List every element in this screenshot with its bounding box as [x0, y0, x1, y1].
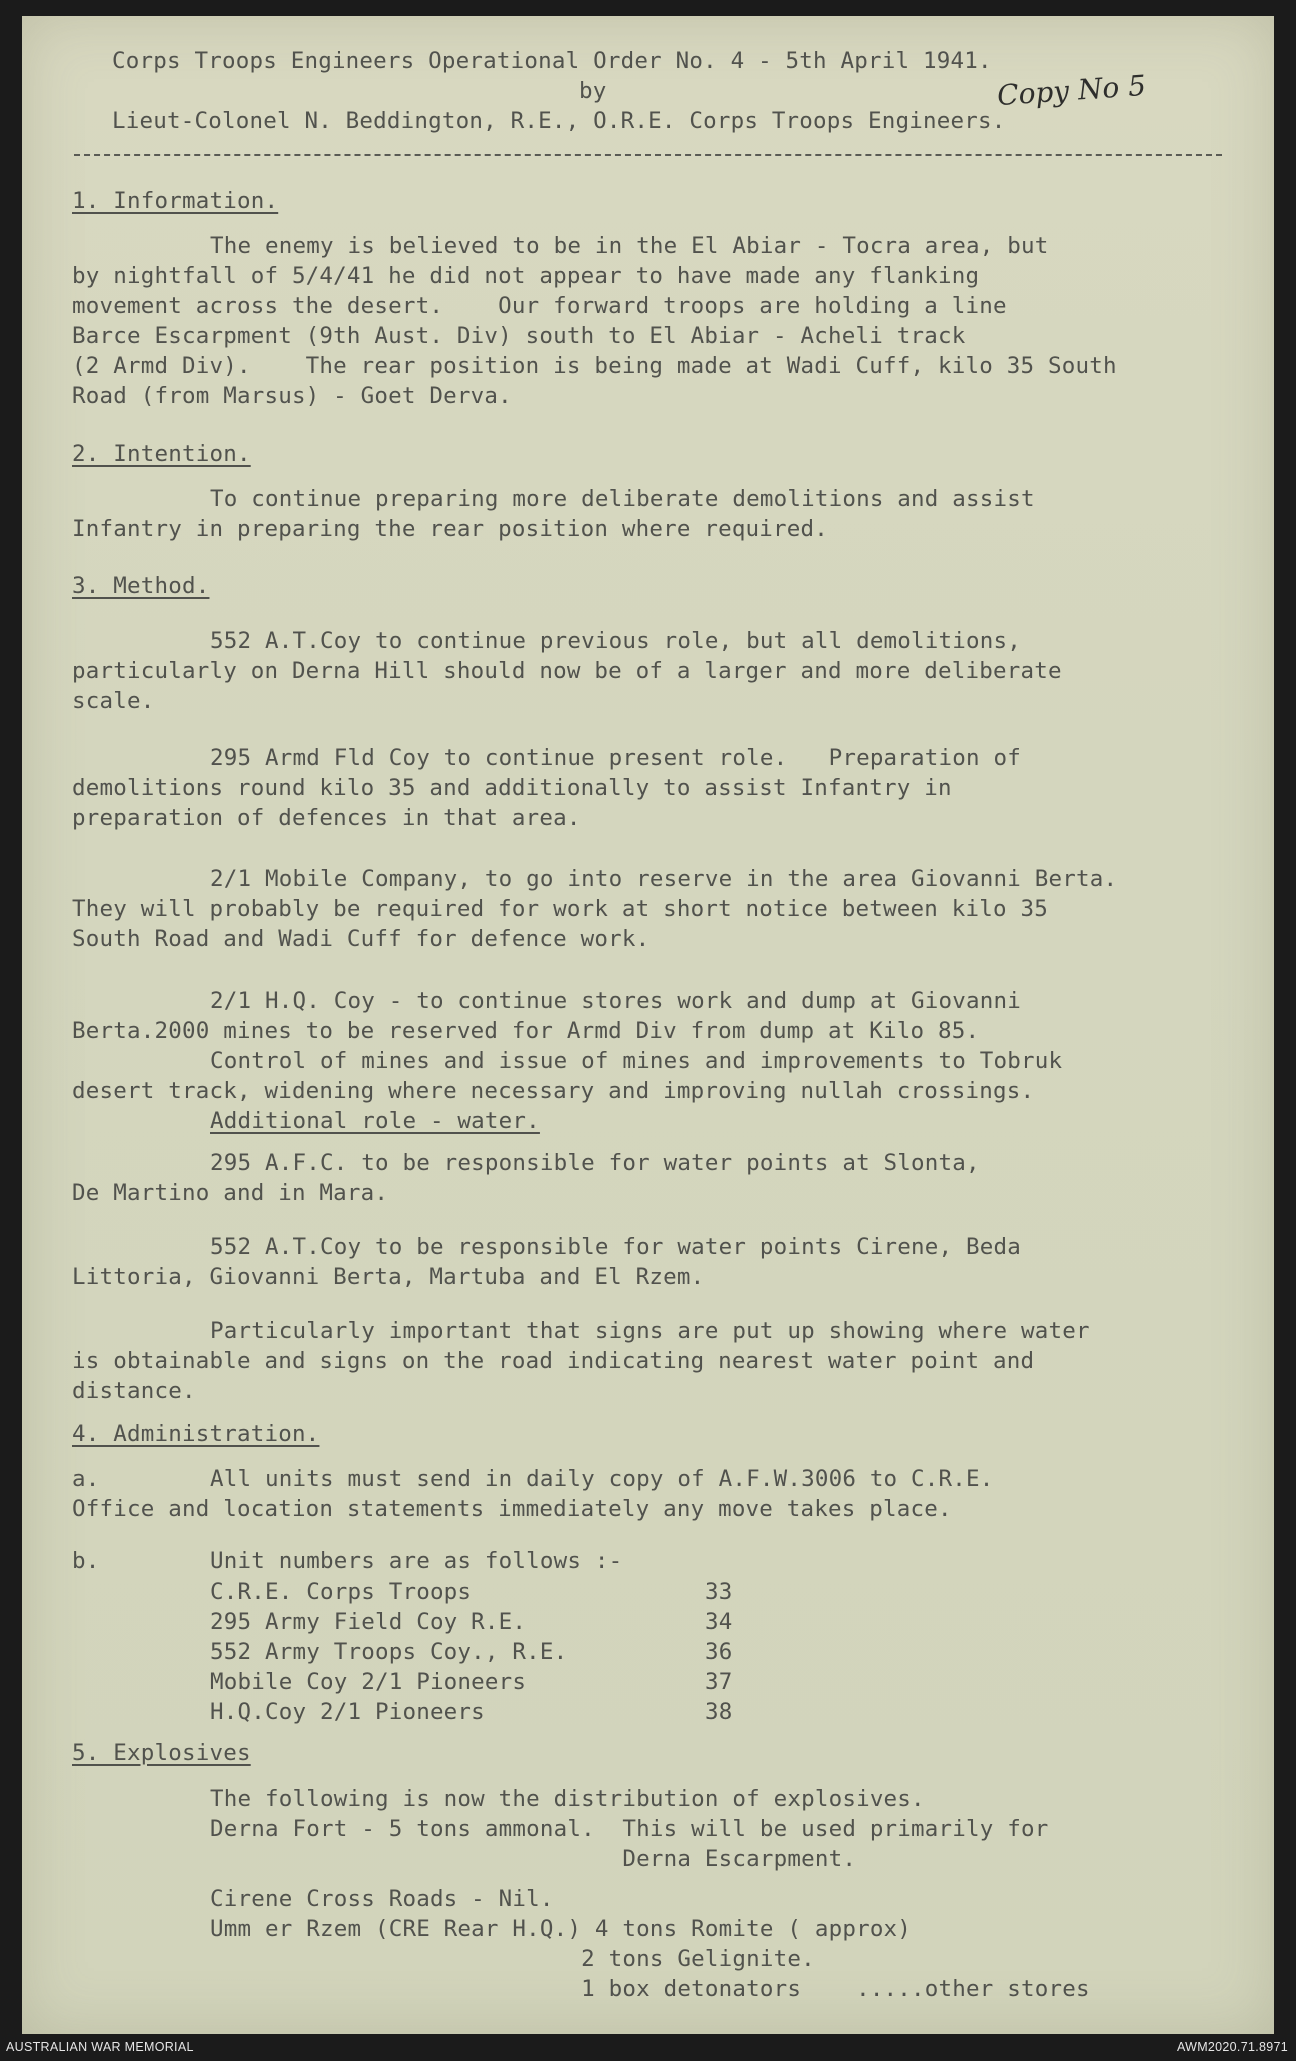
body-line: 2/1 H.Q. Coy - to continue stores work and dump at Giovanni	[210, 988, 1022, 1014]
unit-name: C.R.E. Corps Troops	[210, 1579, 472, 1605]
body-line: Littoria, Giovanni Berta, Martuba and El Rzem.	[72, 1264, 705, 1290]
body-line: 295 Armd Fld Coy to continue present role. Preparation of	[210, 745, 1022, 771]
body-line: particularly on Derna Hill should now be of a larger and more deliberate	[72, 658, 1062, 684]
section-1-heading: 1. Information.	[72, 188, 279, 214]
body-line: They will probably be required for work at short notice between kilo 35	[72, 896, 1048, 922]
body-line: The enemy is believed to be in the El Abiar - Tocra area, but	[210, 233, 1049, 259]
section-2-heading: 2. Intention.	[72, 441, 251, 467]
body-line: 1 box detonators .....other stores	[210, 1976, 1090, 2002]
body-line: movement across the desert. Our forward troops are holding a line	[72, 293, 1007, 319]
body-line: 2/1 Mobile Company, to go into reserve in the area Giovanni Berta.	[210, 866, 1118, 892]
body-line: Derna Escarpment.	[210, 1846, 857, 1872]
unit-name: H.Q.Coy 2/1 Pioneers	[210, 1699, 485, 1725]
body-line: 295 A.F.C. to be responsible for water points at Slonta,	[210, 1150, 980, 1176]
body-line: Umm er Rzem (CRE Rear H.Q.) 4 tons Romite ( approx)	[210, 1916, 912, 1942]
body-line: distance.	[72, 1378, 196, 1404]
body-line: demolitions round kilo 35 and additionally to assist Infantry in	[72, 775, 952, 801]
unit-name: Mobile Coy 2/1 Pioneers	[210, 1669, 527, 1695]
unit-name: 552 Army Troops Coy., R.E.	[210, 1639, 568, 1665]
body-line: Office and location statements immediately any move takes place.	[72, 1496, 952, 1522]
body-line: Derna Fort - 5 tons ammonal. This will be used primarily for	[210, 1816, 1049, 1842]
order-author: Lieut-Colonel N. Beddington, R.E., O.R.E. Corps Troops Engineers.	[112, 108, 1006, 134]
body-line: To continue preparing more deliberate demolitions and assist	[210, 486, 1035, 512]
footer-reference: AWM2020.71.8971	[1176, 2040, 1288, 2054]
header-rule	[74, 154, 1222, 156]
section-4-heading: 4. Administration.	[72, 1421, 320, 1447]
unit-name: 295 Army Field Coy R.E.	[210, 1609, 527, 1635]
body-line: Infantry in preparing the rear position where required.	[72, 516, 829, 542]
section-3-heading: 3. Method.	[72, 573, 210, 599]
body-line: Barce Escarpment (9th Aust. Div) south to El Abiar - Acheli track	[72, 323, 966, 349]
unit-number: 33	[705, 1579, 733, 1605]
unit-number: 34	[705, 1609, 733, 1635]
handwritten-copy-number: Copy No 5	[996, 68, 1147, 113]
body-line: Control of mines and issue of mines and improvements to Tobruk	[210, 1048, 1063, 1074]
body-line: desert track, widening where necessary and improving nullah crossings.	[72, 1078, 1035, 1104]
section-5-heading: 5. Explosives	[72, 1740, 251, 1766]
item-label: b.	[72, 1548, 100, 1574]
body-line: 2 tons Gelignite.	[210, 1946, 815, 1972]
footer-institution: AUSTRALIAN WAR MEMORIAL	[6, 2040, 194, 2054]
body-line: is obtainable and signs on the road indicating nearest water point and	[72, 1348, 1035, 1374]
item-label: a.	[72, 1466, 100, 1492]
body-line: (2 Armd Div). The rear position is being made at Wadi Cuff, kilo 35 South	[72, 353, 1117, 379]
body-line: Particularly important that signs are put up showing where water	[210, 1318, 1090, 1344]
unit-number: 38	[705, 1699, 733, 1725]
body-line: Cirene Cross Roads - Nil.	[210, 1886, 554, 1912]
order-by: by	[579, 78, 607, 104]
order-title: Corps Troops Engineers Operational Order No. 4 - 5th April 1941.	[112, 48, 992, 74]
document-page	[22, 16, 1274, 2034]
body-line: All units must send in daily copy of A.F.W.3006 to C.R.E.	[210, 1466, 994, 1492]
unit-number: 36	[705, 1639, 733, 1665]
body-line: scale.	[72, 688, 155, 714]
body-line: Berta.2000 mines to be reserved for Armd Div from dump at Kilo 85.	[72, 1018, 980, 1044]
body-line: The following is now the distribution of explosives.	[210, 1786, 925, 1812]
body-line: by nightfall of 5/4/41 he did not appear to have made any flanking	[72, 263, 980, 289]
unit-number: 37	[705, 1669, 733, 1695]
body-line: 552 A.T.Coy to continue previous role, but all demolitions,	[210, 628, 1022, 654]
body-line: 552 A.T.Coy to be responsible for water points Cirene, Beda	[210, 1234, 1022, 1260]
body-line: preparation of defences in that area.	[72, 805, 581, 831]
body-line: South Road and Wadi Cuff for defence work.	[72, 926, 650, 952]
body-line: De Martino and in Mara.	[72, 1180, 389, 1206]
body-line: Road (from Marsus) - Goet Derva.	[72, 383, 512, 409]
water-subheading: Additional role - water.	[210, 1108, 540, 1134]
body-line: Unit numbers are as follows :-	[210, 1548, 623, 1574]
